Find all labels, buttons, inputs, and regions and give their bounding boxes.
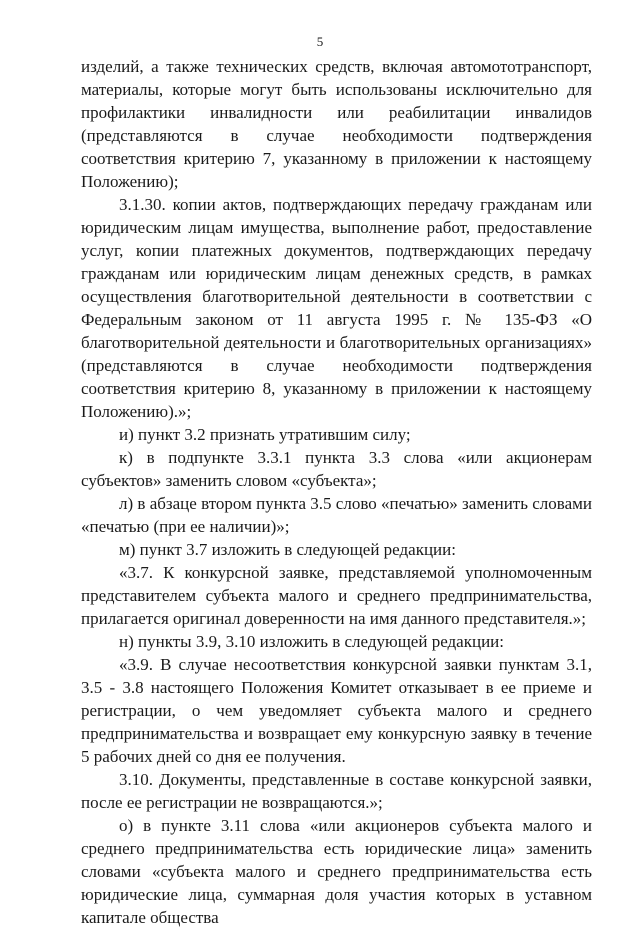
document-body	[81, 55, 592, 929]
paragraph-item-m: м) пункт 3.7 изложить в следующей редакции:	[119, 540, 456, 559]
paragraph-item-i: и) пункт 3.2 признать утратившим силу;	[119, 425, 411, 444]
paragraph-item-o: о) в пункте 3.11 слова «или акционеров субъекта малого и среднего предпринимательства есть юридические лица» заменить словами «субъекта малого и среднего предпринимательства есть юридические лица, суммарная доля участия которых в уставном капитале общества	[81, 816, 592, 927]
page-number: 5	[316, 34, 324, 49]
paragraph-item-n: н) пункты 3.9, 3.10 изложить в следующей редакции:	[119, 632, 504, 651]
paragraph-3-9: «3.9. В случае несоответствия конкурсной заявки пунктам 3.1, 3.5 - 3.8 настоящего Положения Комитет отказывает в ее приеме и регистрации, о чем уведомляет субъекта малого и среднего предпринимательства и возвращает ему конкурсную заявку в течение 5 рабочих дней со дня ее получения.	[81, 655, 592, 766]
paragraph-3-7: «3.7. К конкурсной заявке, представляемой уполномоченным представителем субъекта малого и среднего предпринимательства, прилагается оригинал доверенности на имя данного представителя.»;	[81, 563, 592, 628]
paragraph-continuation: изделий, а также технических средств, включая автомототранспорт, материалы, которые могут быть использованы исключительно для профилактики инвалидности или реабилитации инвалидов (представляются в случае необходимости подтверждения соответствия критерию 7, указанному в приложении к настоящему Положению);	[81, 57, 592, 191]
paragraph-item-l: л) в абзаце втором пункта 3.5 слово «печатью» заменить словами «печатью (при ее наличии)»;	[81, 494, 592, 536]
paragraph-item-k: к) в подпункте 3.3.1 пункта 3.3 слова «или акционерам субъектов» заменить словом «субъекта»;	[81, 448, 592, 490]
paragraph-3-10: 3.10. Документы, представленные в составе конкурсной заявки, после ее регистрации не возвращаются.»;	[81, 770, 592, 812]
paragraph-3-1-30: 3.1.30. копии актов, подтверждающих передачу гражданам или юридическим лицам имущества, выполнение работ, предоставление услуг, копии платежных документов, подтверждающих передачу гражданам или юридическим лицам денежных средств, в рамках осуществления благотворительной деятельности в соответствии с Федеральным законом от 11 августа 1995 г. № 135-ФЗ «О благотворительной деятельности и благотворительных организациях» (представляются в случае необходимости подтверждения соответствия критерию 8, указанному в приложении к настоящему Положению).»;	[81, 195, 592, 421]
